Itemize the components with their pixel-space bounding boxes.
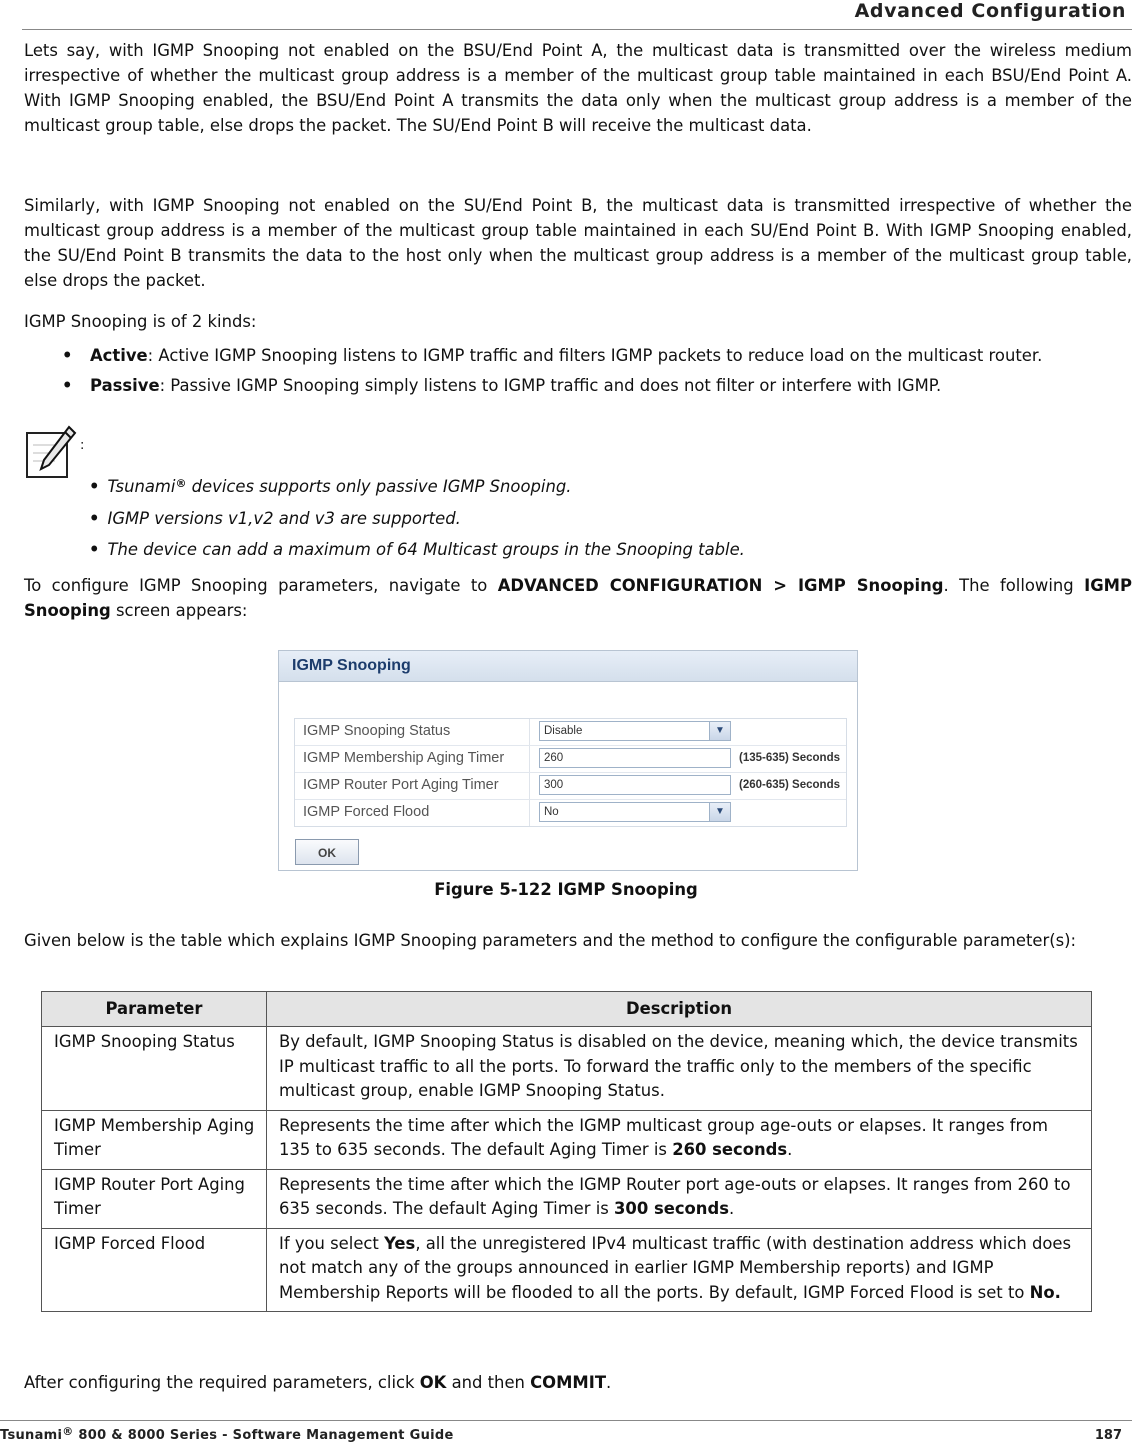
navigate-paragraph: To configure IGMP Snooping parameters, navigate to ADVANCED CONFIGURATION > IGMP Snooping. The following IGMP Snooping screen appears:: [24, 576, 1132, 620]
chevron-down-icon[interactable]: ▼: [709, 803, 730, 821]
range-hint: (135-635) Seconds: [739, 752, 840, 764]
form-row-membership-timer: [295, 746, 846, 773]
forced-flood-select[interactable]: No ▼: [539, 802, 731, 822]
param-cell: IGMP Membership Aging Timer: [42, 1110, 267, 1169]
field-label: IGMP Forced Flood: [303, 804, 430, 820]
settings-form: [294, 718, 847, 827]
description-cell: If you select Yes, all the unregistered IPv4 multicast traffic (with destination address which does not match any of the groups announced in earlier IGMP Membership reports) and IGMP Membership Reports will be flooded to all the ports. By default, IGMP Forced Flood is set to No.: [267, 1228, 1092, 1312]
snooping-status-select[interactable]: Disable ▼: [539, 721, 731, 741]
description-cell: Represents the time after which the IGMP Router port age-outs or elapses. It ranges from 260 to 635 seconds. The default Aging Timer is 300 seconds.: [267, 1169, 1092, 1228]
table-intro: Given below is the table which explains IGMP Snooping parameters and the method to configure the configurable parameter(s):: [24, 931, 1077, 950]
range-hint: (260-635) Seconds: [739, 779, 840, 791]
kind-desc: : Active IGMP Snooping listens to IGMP traffic and filters IGMP packets to reduce load on the multicast router.: [147, 346, 1043, 365]
membership-aging-timer-input[interactable]: 260: [539, 748, 731, 768]
paragraph-2: Similarly, with IGMP Snooping not enabled on the SU/End Point B, the multicast data is transmitted irrespective of whether the multicast group address is a member of the multicast group table maintained in each SU/End Point B. With IGMP Snooping enabled, the SU/End Point B transmits the data to the host only when the multicast group address is a member of the multicast group table, else drops the packet.: [24, 196, 1132, 290]
note-text: The device can add a maximum of 64 Multicast groups in the Snooping table.: [107, 540, 745, 559]
field-label: IGMP Membership Aging Timer: [303, 750, 505, 766]
header-rule: [22, 29, 1132, 30]
page-header-title: Advanced Configuration: [854, 0, 1126, 22]
table-row: [42, 1228, 1092, 1312]
note-text: IGMP versions v1,v2 and v3 are supported.: [107, 509, 461, 528]
bullet-dot: •: [62, 346, 73, 365]
description-cell: Represents the time after which the IGMP multicast group age-outs or elapses. It ranges from 135 to 635 seconds. The default Aging Timer is 260 seconds.: [267, 1110, 1092, 1169]
footer-doc-title: Tsunami® 800 & 8000 Series - Software Management Guide: [0, 1425, 454, 1443]
igmp-snooping-screenshot: [278, 650, 858, 871]
table-header-row: [42, 992, 1092, 1027]
column-header: Description: [267, 992, 1092, 1027]
note-bullet-3: • The device can add a maximum of 64 Multicast groups in the Snooping table.: [89, 540, 745, 559]
panel-title: IGMP Snooping: [279, 651, 857, 682]
navigation-path: ADVANCED CONFIGURATION > IGMP Snooping: [497, 576, 944, 595]
paragraph-3: IGMP Snooping is of 2 kinds:: [24, 312, 257, 331]
bullet-dot: •: [62, 376, 73, 395]
ok-button[interactable]: OK: [295, 839, 359, 865]
note-text: devices supports only passive IGMP Snooping.: [186, 477, 572, 496]
description-cell: By default, IGMP Snooping Status is disabled on the device, meaning which, the device transmits IP multicast traffic to all the ports. To forward the traffic only to the members of the specific multicast group, enable IGMP Snooping Status.: [267, 1027, 1092, 1111]
field-label: IGMP Snooping Status: [303, 723, 451, 739]
field-label: IGMP Router Port Aging Timer: [303, 777, 499, 793]
router-port-aging-timer-input[interactable]: 300: [539, 775, 731, 795]
kind-desc: : Passive IGMP Snooping simply listens to IGMP traffic and does not filter or interfere with IGMP.: [159, 376, 942, 395]
note-colon: :: [80, 438, 85, 453]
screen-name: IGMP Snooping: [24, 576, 1132, 620]
parameter-table: [41, 991, 1092, 1312]
kind-term: Passive: [90, 376, 160, 395]
note-text: Tsunami: [107, 477, 176, 496]
figure-caption: Figure 5-122 IGMP Snooping: [434, 880, 698, 899]
form-row-forced-flood: [295, 800, 846, 826]
table-row: [42, 1027, 1092, 1111]
chevron-down-icon[interactable]: ▼: [709, 722, 730, 740]
param-cell: IGMP Router Port Aging Timer: [42, 1169, 267, 1228]
registered-mark: ®: [175, 477, 187, 490]
table-row: [42, 1110, 1092, 1169]
table-row: [42, 1169, 1092, 1228]
footer-rule: [0, 1420, 1132, 1421]
form-row-snooping-status: [295, 719, 846, 746]
page-number: 187: [1094, 1428, 1122, 1443]
note-bullet-1: • Tsunami® devices supports only passive IGMP Snooping.: [89, 477, 572, 496]
note-pencil-icon: [25, 425, 77, 481]
commit-ref: COMMIT: [530, 1373, 607, 1392]
paragraph-1: Lets say, with IGMP Snooping not enabled on the BSU/End Point A, the multicast data is transmitted over the wireless medium irrespective of whether the multicast group address is a member of the multicast group table maintained in each BSU/End Point A. With IGMP Snooping enabled, the BSU/End Point A transmits the data only when the multicast group address is a member of the multicast group table, else drops the packet. The SU/End Point B will receive the multicast data.: [24, 41, 1132, 135]
param-cell: IGMP Forced Flood: [42, 1228, 267, 1312]
note-bullet-2: • IGMP versions v1,v2 and v3 are supported.: [89, 509, 461, 528]
kind-term: Active: [90, 346, 148, 365]
ok-ref: OK: [419, 1373, 447, 1392]
column-header: Parameter: [42, 992, 267, 1027]
after-paragraph: After configuring the required parameters, click OK and then COMMIT.: [24, 1373, 612, 1392]
param-cell: IGMP Snooping Status: [42, 1027, 267, 1111]
form-row-router-port-timer: [295, 773, 846, 800]
